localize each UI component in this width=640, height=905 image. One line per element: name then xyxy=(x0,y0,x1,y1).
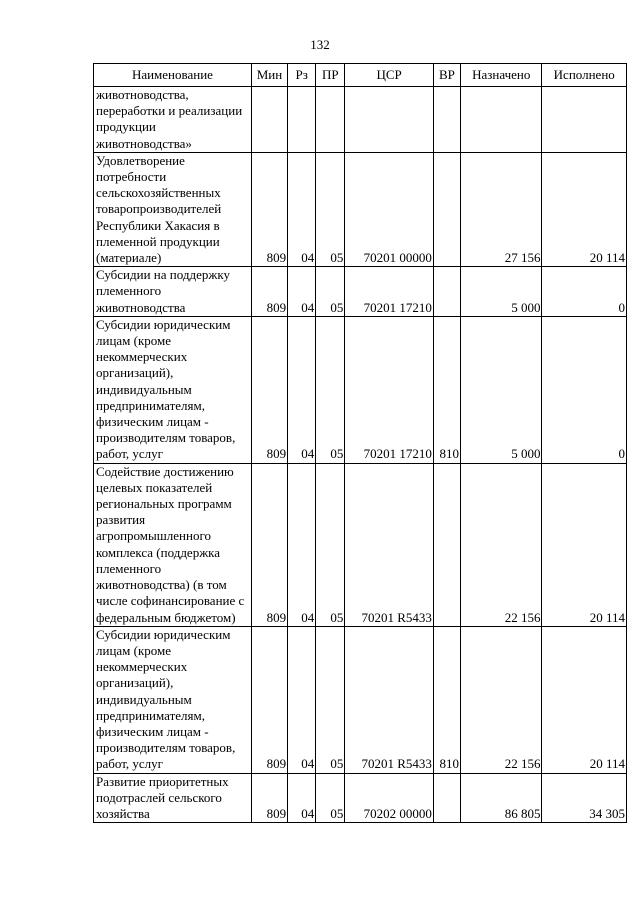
cell-vr xyxy=(433,87,460,153)
cell-csr: 70201 00000 xyxy=(345,152,433,266)
cell-executed: 0 xyxy=(542,267,627,317)
cell-rz: 04 xyxy=(288,463,316,626)
cell-assigned: 22 156 xyxy=(461,626,542,773)
cell-vr xyxy=(433,267,460,317)
cell-assigned: 5 000 xyxy=(461,316,542,463)
table-row xyxy=(94,267,627,317)
cell-name: животноводства, переработки и реализации продукции животноводства» xyxy=(94,87,252,153)
cell-name: Удовлетворение потребности сельскохозяйственных товаропроизводителей Республики Хакасия в племенной продукции (материале) xyxy=(94,152,252,266)
cell-csr: 70201 R5433 xyxy=(345,463,433,626)
cell-executed xyxy=(542,87,627,153)
column-header-assigned: Назначено xyxy=(461,64,542,87)
cell-name: Субсидии юридическим лицам (кроме некоммерческих организаций), индивидуальным предпринимателям, физическим лицам - производителям товаров, работ, услуг xyxy=(94,316,252,463)
cell-vr xyxy=(433,463,460,626)
cell-executed: 20 114 xyxy=(542,626,627,773)
cell-assigned xyxy=(461,87,542,153)
table-row xyxy=(94,626,627,773)
column-header-rz: Рз xyxy=(288,64,316,87)
cell-rz: 04 xyxy=(288,267,316,317)
cell-vr xyxy=(433,773,460,823)
column-header-csr: ЦСР xyxy=(345,64,433,87)
cell-executed: 20 114 xyxy=(542,463,627,626)
cell-assigned: 86 805 xyxy=(461,773,542,823)
cell-min: 809 xyxy=(251,773,287,823)
cell-min xyxy=(251,87,287,153)
cell-name: Развитие приоритетных подотраслей сельского хозяйства xyxy=(94,773,252,823)
column-header-name: Наименование xyxy=(94,64,252,87)
cell-name: Субсидии на поддержку племенного животноводства xyxy=(94,267,252,317)
cell-name: Субсидии юридическим лицам (кроме некоммерческих организаций), индивидуальным предпринимателям, физическим лицам - производителям товаров, работ, услуг xyxy=(94,626,252,773)
cell-executed: 20 114 xyxy=(542,152,627,266)
cell-pr: 05 xyxy=(316,267,345,317)
table-header xyxy=(94,64,627,87)
cell-csr: 70201 R5433 xyxy=(345,626,433,773)
page-number: 132 xyxy=(310,37,330,52)
cell-pr: 05 xyxy=(316,152,345,266)
cell-pr: 05 xyxy=(316,316,345,463)
column-header-min: Мин xyxy=(251,64,287,87)
cell-name: Содействие достижению целевых показателей региональных программ развития агропромышленного комплекса (поддержка племенного животноводства) (в том числе софинансирование с федеральным бюджетом) xyxy=(94,463,252,626)
cell-csr: 70202 00000 xyxy=(345,773,433,823)
cell-min: 809 xyxy=(251,267,287,317)
cell-pr: 05 xyxy=(316,773,345,823)
table-body xyxy=(94,87,627,823)
cell-assigned: 27 156 xyxy=(461,152,542,266)
column-header-executed: Исполнено xyxy=(542,64,627,87)
table-row xyxy=(94,773,627,823)
table-row xyxy=(94,316,627,463)
cell-pr: 05 xyxy=(316,463,345,626)
cell-csr: 70201 17210 xyxy=(345,267,433,317)
cell-min: 809 xyxy=(251,152,287,266)
cell-pr: 05 xyxy=(316,626,345,773)
cell-min: 809 xyxy=(251,626,287,773)
cell-executed: 0 xyxy=(542,316,627,463)
table-row xyxy=(94,152,627,266)
cell-min: 809 xyxy=(251,463,287,626)
table-row xyxy=(94,87,627,153)
column-header-pr: ПР xyxy=(316,64,345,87)
cell-vr: 810 xyxy=(433,316,460,463)
cell-vr xyxy=(433,152,460,266)
cell-rz xyxy=(288,87,316,153)
cell-rz: 04 xyxy=(288,152,316,266)
cell-csr xyxy=(345,87,433,153)
budget-table xyxy=(93,63,627,823)
cell-executed: 34 305 xyxy=(542,773,627,823)
cell-min: 809 xyxy=(251,316,287,463)
cell-assigned: 5 000 xyxy=(461,267,542,317)
cell-rz: 04 xyxy=(288,626,316,773)
cell-rz: 04 xyxy=(288,316,316,463)
cell-pr xyxy=(316,87,345,153)
cell-rz: 04 xyxy=(288,773,316,823)
cell-assigned: 22 156 xyxy=(461,463,542,626)
header-row xyxy=(94,64,627,87)
cell-vr: 810 xyxy=(433,626,460,773)
table-row xyxy=(94,463,627,626)
cell-csr: 70201 17210 xyxy=(345,316,433,463)
column-header-vr: ВР xyxy=(433,64,460,87)
